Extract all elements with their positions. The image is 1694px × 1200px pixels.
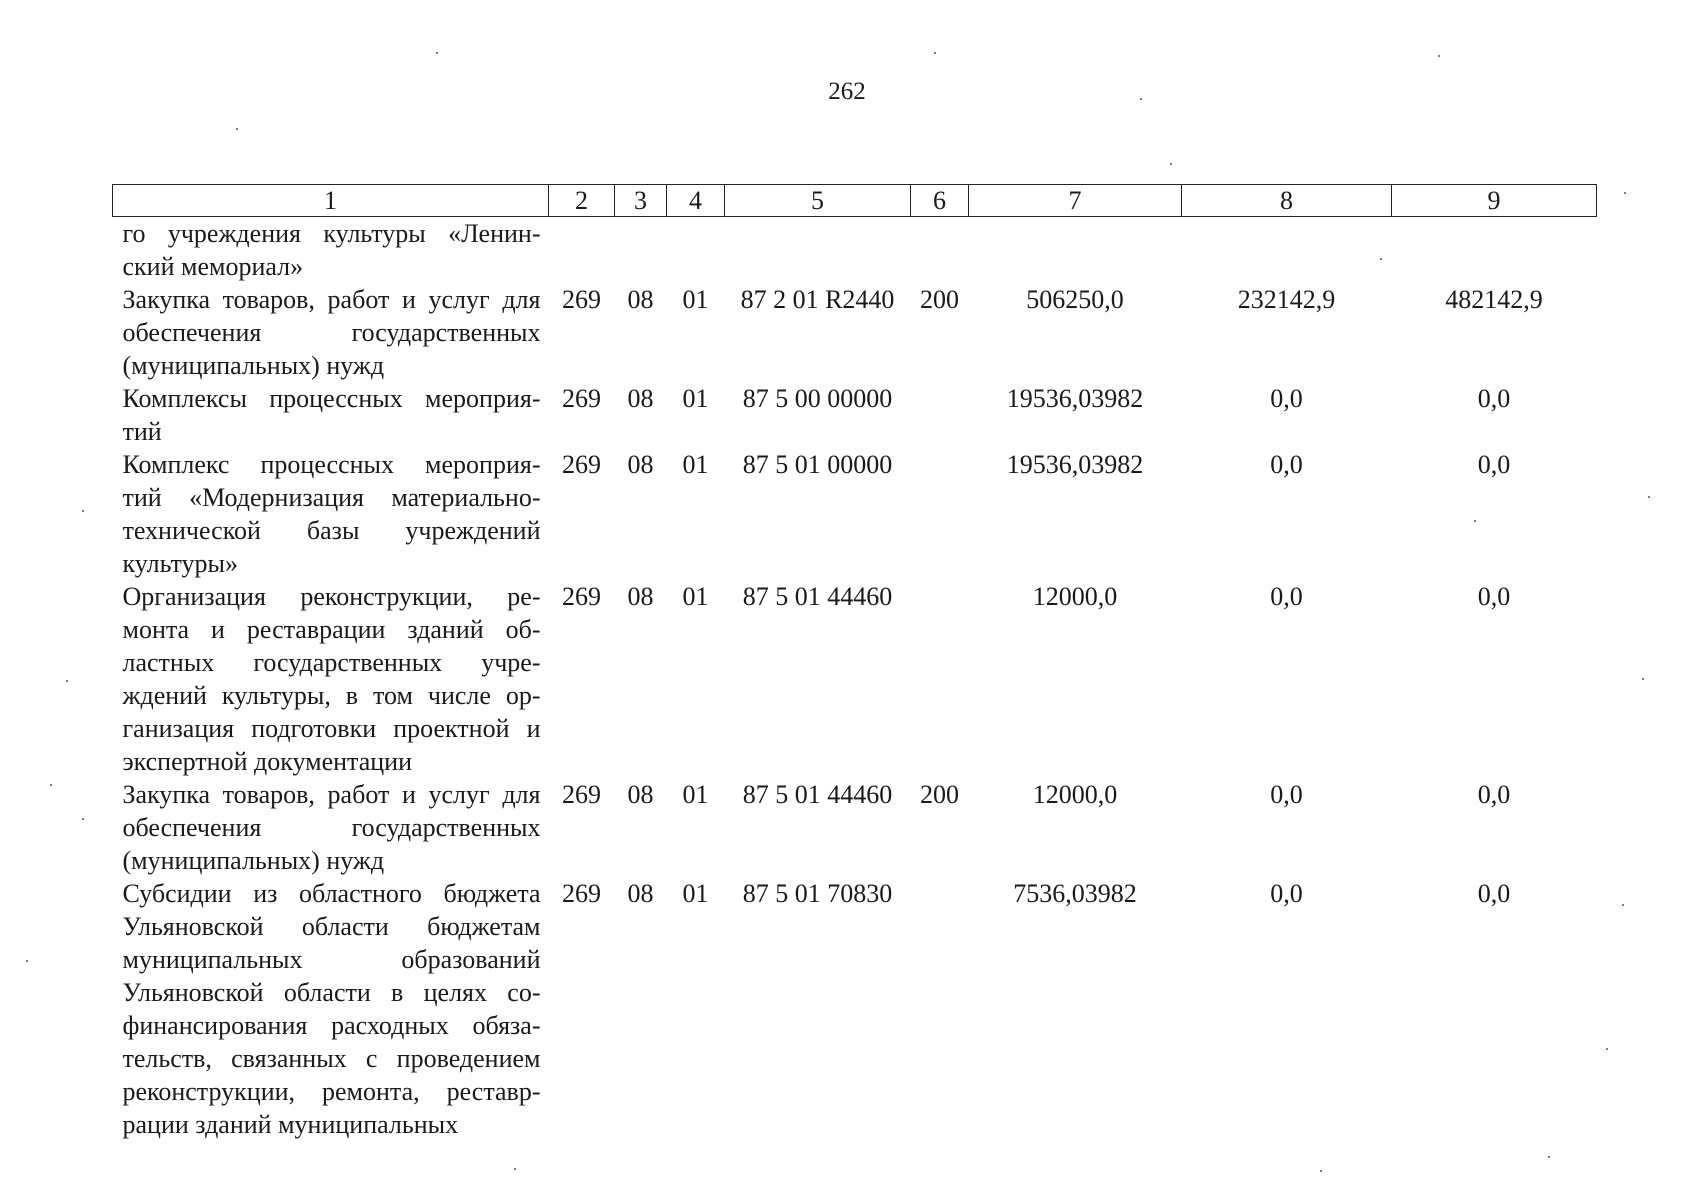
amount-cell: 0,0 xyxy=(1477,384,1511,413)
amount-cell: 0,0 xyxy=(1477,879,1511,908)
amount-cell: 19536,03982 xyxy=(1006,384,1144,413)
section-cell: 08 xyxy=(627,384,654,413)
scan-speck xyxy=(1438,55,1440,57)
scan-speck xyxy=(1474,520,1476,522)
scan-speck xyxy=(1140,98,1142,100)
row-name-line: ластных государственных учре- xyxy=(122,648,541,677)
header-cell-9: 9 xyxy=(1392,185,1597,217)
scan-speck xyxy=(82,510,84,512)
scan-speck xyxy=(1380,258,1382,260)
scan-speck xyxy=(1624,192,1626,194)
header-cell-8: 8 xyxy=(1182,185,1392,217)
target-article-cell: 87 5 01 70830 xyxy=(742,879,893,908)
subsection-cell: 01 xyxy=(682,285,709,314)
header-cell-5: 5 xyxy=(725,185,911,217)
row-name-line: технической базы учреждений xyxy=(122,516,541,545)
amount-cell xyxy=(969,217,1182,284)
subsection-cell: 01 xyxy=(682,450,709,479)
target-article-cell: 87 5 00 00000 xyxy=(742,384,893,413)
row-name-line: Организация реконструкции, ре- xyxy=(122,582,541,611)
subsection-cell: 01 xyxy=(682,879,709,908)
row-name-line: Комплексы процессных мероприя- xyxy=(122,384,541,413)
row-name-line: тий xyxy=(122,417,162,446)
table-body xyxy=(113,217,1597,1142)
scan-speck xyxy=(514,1168,516,1170)
row-name-line: ждений культуры, в том числе ор- xyxy=(122,681,541,710)
row-name-cell xyxy=(113,217,549,284)
subsection-cell: 01 xyxy=(682,582,709,611)
subsection-cell: 01 xyxy=(682,780,709,809)
row-name-cell xyxy=(113,448,549,580)
table-row xyxy=(113,580,1597,778)
row-name-line: экспертной документации xyxy=(122,747,413,776)
table-row xyxy=(113,448,1597,580)
code-cell: 269 xyxy=(562,285,601,314)
section-cell: 08 xyxy=(627,780,654,809)
expense-type-cell xyxy=(911,877,969,1141)
amount-cell: 482142,9 xyxy=(1445,285,1543,314)
section-cell: 08 xyxy=(627,285,654,314)
row-name-line: реконструкции, ремонта, реставр- xyxy=(122,1077,541,1106)
code-cell: 269 xyxy=(562,384,601,413)
target-article-cell: 87 5 01 44460 xyxy=(742,582,893,611)
amount-cell: 19536,03982 xyxy=(1006,450,1144,479)
row-name-cell xyxy=(113,580,549,778)
amount-cell: 506250,0 xyxy=(1026,285,1124,314)
code-cell: 269 xyxy=(562,582,601,611)
amount-cell: 0,0 xyxy=(1477,450,1511,479)
expense-type-cell: 200 xyxy=(920,780,959,809)
row-name-line: культуры» xyxy=(122,549,238,578)
page-number: 262 xyxy=(828,78,866,105)
code-cell: 269 xyxy=(562,450,601,479)
amount-cell: 0,0 xyxy=(1270,780,1303,809)
section-cell: 08 xyxy=(627,879,654,908)
amount-cell: 0,0 xyxy=(1270,450,1303,479)
scan-speck xyxy=(436,52,438,54)
header-cell-4: 4 xyxy=(667,185,725,217)
row-name-line: ганизация подготовки проектной и xyxy=(122,714,541,743)
header-row xyxy=(113,185,1597,217)
header-cell-3: 3 xyxy=(615,185,667,217)
scan-speck xyxy=(82,818,84,820)
amount-cell: 0,0 xyxy=(1477,780,1511,809)
scan-speck xyxy=(934,52,936,54)
scan-speck xyxy=(1648,496,1650,498)
expense-type-cell xyxy=(911,448,969,580)
table-row xyxy=(113,382,1597,448)
amount-cell: 232142,9 xyxy=(1237,285,1336,314)
target-article-cell: 87 5 01 44460 xyxy=(742,780,893,809)
row-name-cell xyxy=(113,382,549,448)
table-row xyxy=(113,778,1597,877)
scan-speck xyxy=(236,128,238,130)
subsection-cell xyxy=(667,217,725,284)
row-name-cell xyxy=(113,778,549,877)
row-name-line: муниципальных образований xyxy=(122,945,541,974)
header-cell-2: 2 xyxy=(549,185,615,217)
amount-cell xyxy=(1392,217,1597,284)
row-name-line: тий «Модернизация материально- xyxy=(122,483,541,512)
row-name-line: Закупка товаров, работ и услуг для xyxy=(122,285,541,314)
section-cell: 08 xyxy=(627,582,654,611)
row-name-line: обеспечения государственных xyxy=(122,318,541,347)
row-name-cell xyxy=(113,283,549,382)
scan-speck xyxy=(1320,1170,1322,1172)
amount-cell: 7536,03982 xyxy=(1013,879,1137,908)
amount-cell: 12000,0 xyxy=(1032,780,1118,809)
row-name-line: Закупка товаров, работ и услуг для xyxy=(122,780,541,809)
row-name-line: ский мемориал» xyxy=(122,252,304,281)
table-row xyxy=(113,877,1597,1141)
scan-speck xyxy=(1548,1156,1550,1158)
table-header xyxy=(113,185,1597,217)
scan-speck xyxy=(1622,904,1624,906)
expense-type-cell xyxy=(911,382,969,448)
table-row xyxy=(113,217,1597,284)
scan-speck xyxy=(26,960,28,962)
scan-speck xyxy=(1642,678,1644,680)
target-article-cell xyxy=(725,217,911,284)
row-name-line: Ульяновской области бюджетам xyxy=(122,912,541,941)
row-name-line: го учреждения культуры «Ленин- xyxy=(122,219,541,248)
amount-cell: 0,0 xyxy=(1270,879,1303,908)
amount-cell xyxy=(1182,217,1392,284)
amount-cell: 0,0 xyxy=(1270,384,1303,413)
scan-speck xyxy=(66,680,68,682)
row-name-line: монта и реставрации зданий об- xyxy=(122,615,541,644)
row-name-line: Субсидии из областного бюджета xyxy=(122,879,541,908)
target-article-cell: 87 2 01 R2440 xyxy=(740,285,895,314)
row-name-line: Ульяновской области в целях со- xyxy=(122,978,541,1007)
row-name-cell xyxy=(113,877,549,1141)
header-cell-7: 7 xyxy=(969,185,1182,217)
target-article-cell: 87 5 01 00000 xyxy=(742,450,893,479)
amount-cell: 0,0 xyxy=(1477,582,1511,611)
budget-table xyxy=(112,184,1597,1141)
subsection-cell: 01 xyxy=(682,384,709,413)
row-name-line: (муниципальных) нужд xyxy=(122,846,385,875)
header-cell-1: 1 xyxy=(113,185,549,217)
code-cell: 269 xyxy=(562,879,601,908)
header-cell-6: 6 xyxy=(911,185,969,217)
scan-speck xyxy=(1170,163,1172,165)
section-cell: 08 xyxy=(627,450,654,479)
row-name-line: рации зданий муниципальных xyxy=(122,1110,459,1139)
section-cell xyxy=(615,217,667,284)
row-name-line: (муниципальных) нужд xyxy=(122,351,385,380)
amount-cell: 0,0 xyxy=(1270,582,1303,611)
scan-speck xyxy=(1606,1048,1608,1050)
expense-type-cell xyxy=(911,217,969,284)
row-name-line: Комплекс процессных мероприя- xyxy=(122,450,541,479)
row-name-line: тельств, связанных с проведением xyxy=(122,1044,541,1073)
code-cell: 269 xyxy=(562,780,601,809)
table-row xyxy=(113,283,1597,382)
expense-type-cell xyxy=(911,580,969,778)
scan-speck xyxy=(50,784,52,786)
row-name-line: финансирования расходных обяза- xyxy=(122,1011,541,1040)
expense-type-cell: 200 xyxy=(920,285,959,314)
row-name-line: обеспечения государственных xyxy=(122,813,541,842)
amount-cell: 12000,0 xyxy=(1032,582,1118,611)
code-cell xyxy=(549,217,615,284)
